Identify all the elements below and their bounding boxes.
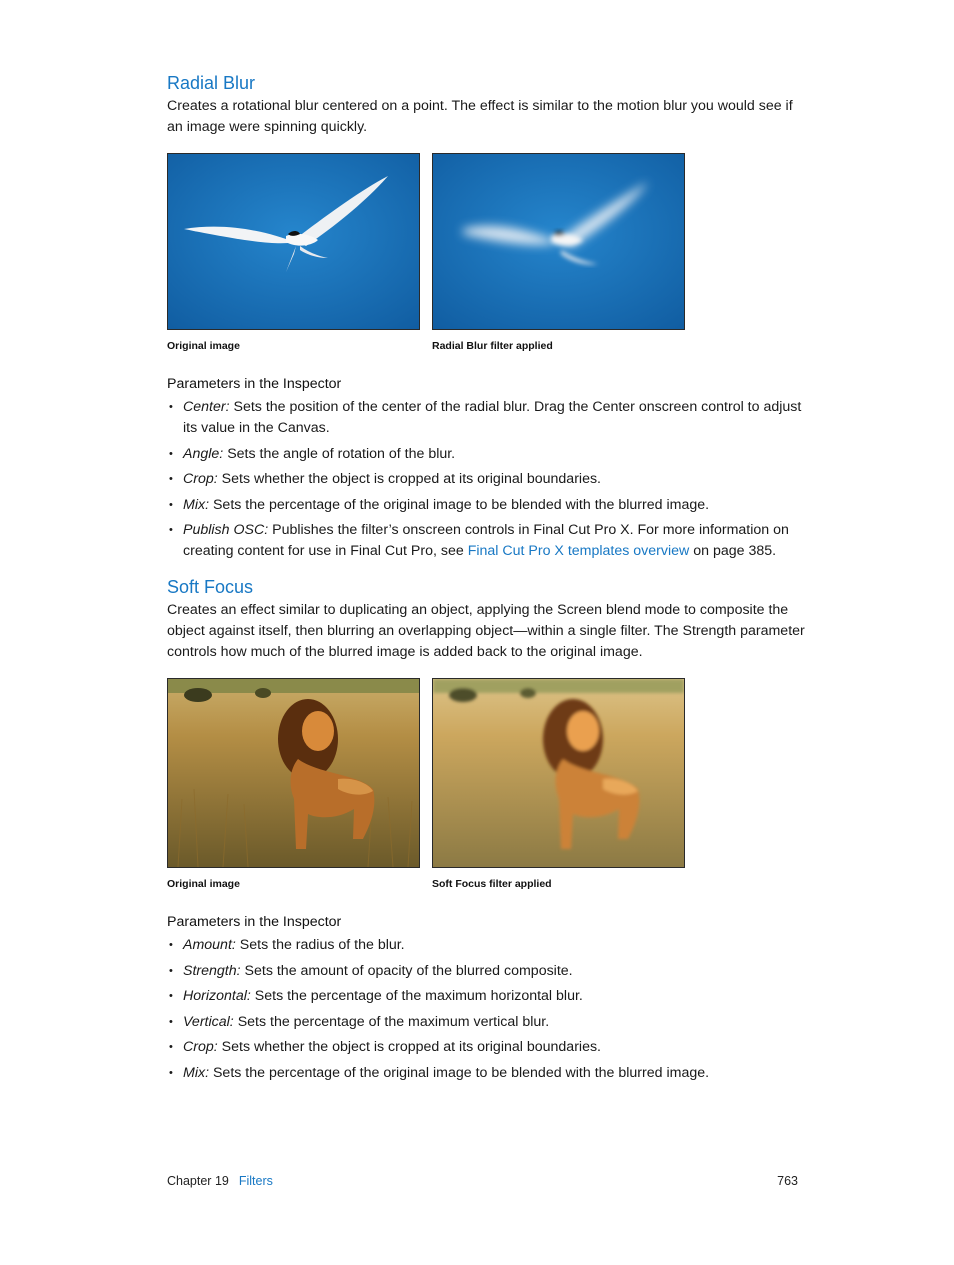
list-item: [167, 935, 807, 956]
param-name: Amount:: [183, 937, 236, 953]
param-description: Sets the amount of opacity of the blurred composite.: [244, 962, 573, 979]
param-name: Horizontal:: [183, 988, 251, 1004]
param-description: Sets the position of the center of the radial blur. Drag the Center onscreen control to adjust its value in the Canvas.: [183, 399, 802, 436]
soft-focus-description: Creates an effect similar to duplicating an object, applying the Screen blend mode to composite the object against itself, then blurring an overlapping object—within a single filter. The Strength parameter controls how much of the blurred image is added back to the original image.: [167, 602, 805, 660]
list-item: [167, 495, 807, 516]
param-description: Sets the percentage of the maximum horizontal blur.: [254, 988, 583, 1004]
radial-blur-applied-image: [432, 153, 685, 330]
param-description-suffix: on page 385.: [693, 543, 777, 559]
radial-blur-heading: Radial Blur: [167, 73, 256, 93]
param-name: Mix:: [183, 496, 210, 513]
param-name: Strength:: [183, 962, 241, 979]
radial-blur-description: Creates a rotational blur centered on a point. The effect is similar to the motion blur you would see if an image were spinning quickly.: [167, 98, 793, 135]
param-description: Sets the percentage of the maximum vertical blur.: [237, 1013, 550, 1030]
soft-focus-heading: Soft Focus: [167, 577, 254, 597]
param-description: Publishes the filter’s onscreen controls in Final Cut Pro X. For more information on creating content for use in Final Cut Pro, see: [183, 522, 789, 559]
page-number: 763: [777, 1174, 798, 1188]
chapter-label: Chapter 19: [167, 1174, 229, 1188]
list-item: [167, 961, 807, 982]
list-item: [167, 1012, 807, 1033]
list-item: [167, 397, 807, 439]
list-item: [167, 469, 807, 490]
param-description: Sets the angle of rotation of the blur.: [227, 445, 456, 462]
param-name: Angle:: [183, 445, 224, 462]
list-item: [167, 444, 807, 465]
param-description: Sets the radius of the blur.: [239, 937, 405, 953]
param-description: Sets whether the object is cropped at its original boundaries.: [221, 471, 601, 487]
param-description: Sets the percentage of the original image to be blended with the blurred image.: [212, 1064, 710, 1081]
radial-blur-original-image: [167, 153, 420, 330]
param-description: Sets whether the object is cropped at its original boundaries.: [221, 1039, 601, 1055]
footer-section-link[interactable]: Filters: [238, 1174, 273, 1188]
radial-blur-params-list: [167, 397, 807, 567]
param-name: Crop:: [183, 1039, 218, 1055]
radial-blur-caption-original: Original image: [167, 340, 240, 352]
list-item: [167, 520, 807, 562]
list-item: [167, 986, 807, 1007]
templates-overview-link[interactable]: Final Cut Pro X templates overview: [467, 543, 690, 559]
param-description: Sets the percentage of the original image to be blended with the blurred image.: [212, 496, 710, 513]
soft-focus-caption-applied: Soft Focus filter applied: [432, 878, 552, 890]
footer-chapter: [167, 1174, 273, 1188]
param-name: Mix:: [183, 1064, 210, 1081]
param-name: Publish OSC:: [183, 522, 269, 538]
list-item: [167, 1037, 807, 1058]
soft-focus-applied-image: [432, 678, 685, 868]
param-name: Center:: [183, 399, 230, 415]
param-name: Crop:: [183, 471, 218, 487]
soft-focus-original-image: [167, 678, 420, 868]
list-item: [167, 1063, 807, 1084]
soft-focus-params-heading: Parameters in the Inspector: [167, 914, 342, 930]
soft-focus-params-list: [167, 935, 807, 1088]
radial-blur-params-heading: Parameters in the Inspector: [167, 376, 342, 392]
soft-focus-caption-original: Original image: [167, 878, 240, 890]
param-name: Vertical:: [183, 1013, 234, 1030]
radial-blur-caption-applied: Radial Blur filter applied: [432, 340, 553, 352]
